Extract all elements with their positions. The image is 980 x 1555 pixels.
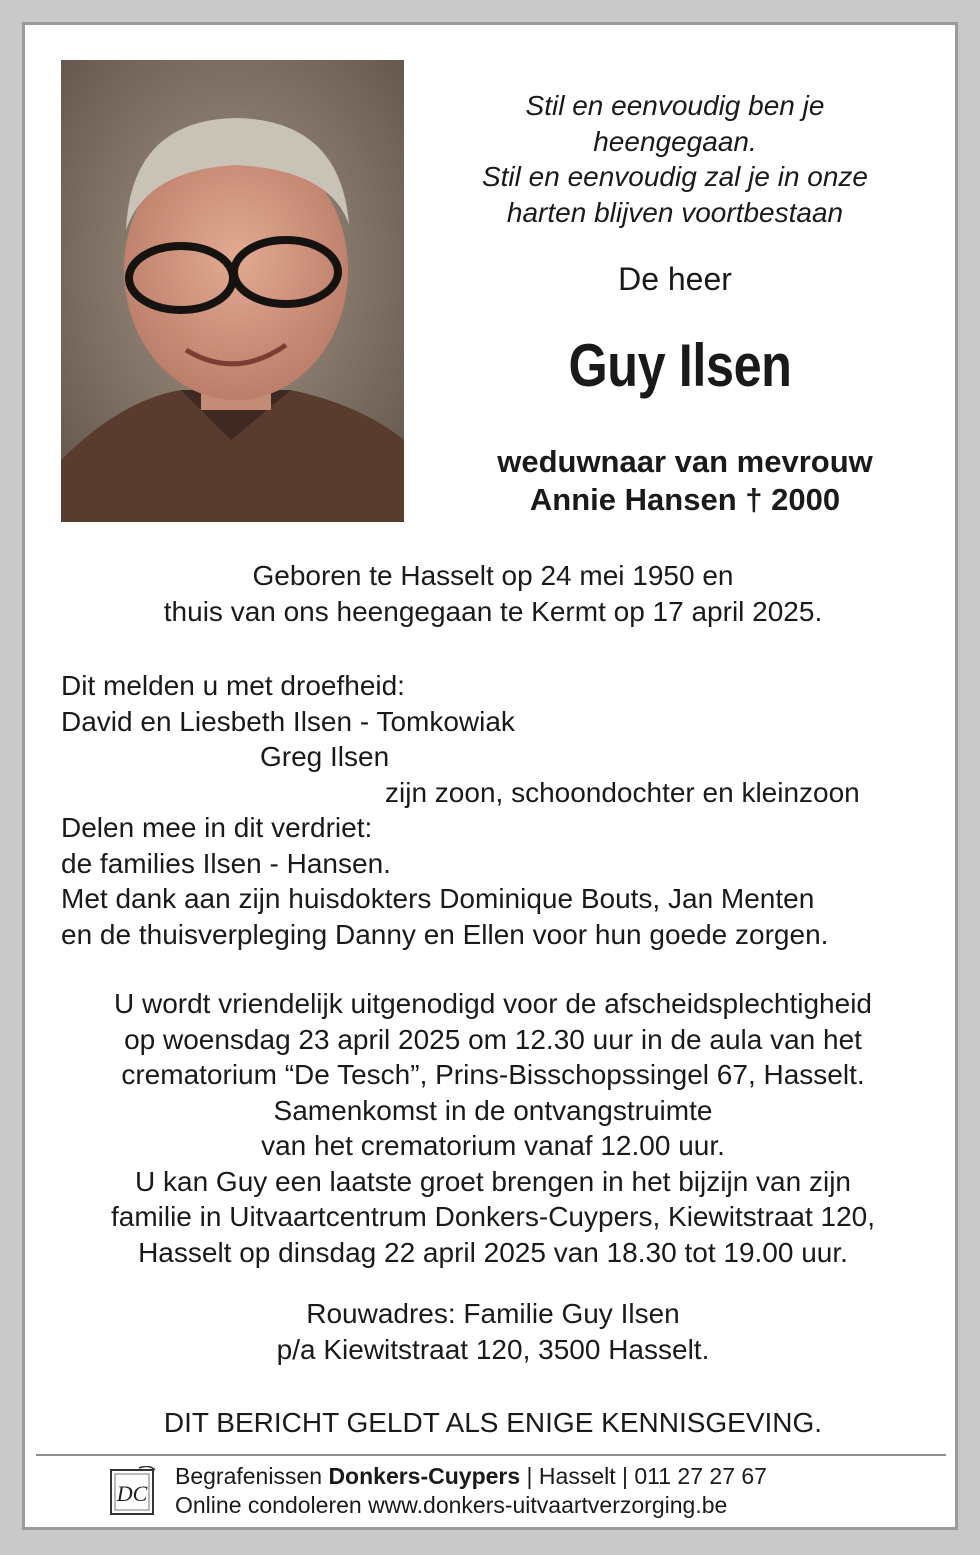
address-line: p/a Kiewitstraat 120, 3500 Hasselt.: [276, 1333, 710, 1365]
family-thanks: en de thuisverpleging Danny en Ellen voor hun goede zorgen.: [61, 918, 829, 950]
family-thanks: Met dank aan zijn huisdokters Dominique Bouts, Jan Menten: [61, 883, 815, 914]
address-line: Rouwadres: Familie Guy Ilsen: [306, 1298, 680, 1329]
funeral-home-line: [175, 1462, 767, 1491]
funeral-home-info: [175, 1462, 767, 1520]
footer-divider: [36, 1454, 946, 1456]
obituary-card: [22, 22, 958, 1530]
service-line: familie in Uitvaartcentrum Donkers-Cuypers, Kiewitstraat 120,: [110, 1201, 876, 1232]
portrait-photo: [61, 60, 404, 522]
online-condolence-link[interactable]: Online condoleren www.donkers-uitvaartverzorging.be: [175, 1492, 728, 1518]
service-line: Hasselt op dinsdag 22 april 2025 van 18.30 tot 19.00 uur.: [138, 1236, 848, 1268]
family-grandchild: Greg Ilsen: [260, 741, 390, 772]
family-children: David en Liesbeth Ilsen - Tomkowiak: [61, 705, 515, 737]
widower-line: Annie Hansen † 2000: [529, 482, 841, 517]
service-line: U wordt vriendelijk uitgenodigd voor de afscheidsplechtigheid: [113, 988, 872, 1019]
poem: [435, 88, 915, 230]
poem-line: heengegaan.: [593, 125, 757, 157]
family-announcement: [61, 668, 941, 952]
service-line: U kan Guy een laatste groet brengen in het bijzijn van zijn: [135, 1165, 851, 1197]
born-line: thuis van ons heengegaan te Kermt op 17 april 2025.: [163, 595, 823, 627]
service-line: crematorium “De Tesch”, Prins-Bisschopssingel 67, Hasselt.: [121, 1059, 865, 1090]
service-line: op woensdag 23 april 2025 om 12.30 uur in de aula van het: [124, 1023, 862, 1055]
sole-notice: DIT BERICHT GELDT ALS ENIGE KENNISGEVING.: [163, 1407, 823, 1438]
family-share: Delen mee in dit verdriet:: [61, 812, 373, 843]
service-line: van het crematorium vanaf 12.00 uur.: [261, 1130, 725, 1161]
footer-suffix: | Hasselt | 011 27 27 67: [520, 1463, 767, 1489]
widower-of: [405, 443, 965, 519]
logo-monogram: DC: [116, 1481, 148, 1506]
family-relation: zijn zoon, schoondochter en kleinzoon: [385, 776, 860, 808]
honorific: De heer: [618, 261, 732, 297]
poem-line: harten blijven voortbestaan: [506, 196, 844, 228]
poem-line: Stil en eenvoudig ben je: [525, 90, 825, 121]
company-name: Donkers-Cuypers: [328, 1463, 521, 1489]
deceased-name: Guy Ilsen: [568, 332, 792, 399]
family-families: de families Ilsen - Hansen.: [61, 847, 391, 879]
footer-prefix: Begrafenissen: [175, 1463, 329, 1489]
poem-line: Stil en eenvoudig zal je in onze: [481, 161, 869, 192]
born-line: Geboren te Hasselt op 24 mei 1950 en: [252, 560, 734, 591]
mourning-address: [25, 1296, 961, 1367]
service-info: [25, 986, 961, 1270]
birth-death-info: [25, 558, 961, 629]
widower-line: weduwnaar van mevrouw: [497, 444, 873, 479]
service-line: Samenkomst in de ontvangstruimte: [273, 1094, 713, 1126]
family-intro: Dit melden u met droefheid:: [61, 670, 405, 701]
funeral-home-logo: [109, 1466, 157, 1516]
